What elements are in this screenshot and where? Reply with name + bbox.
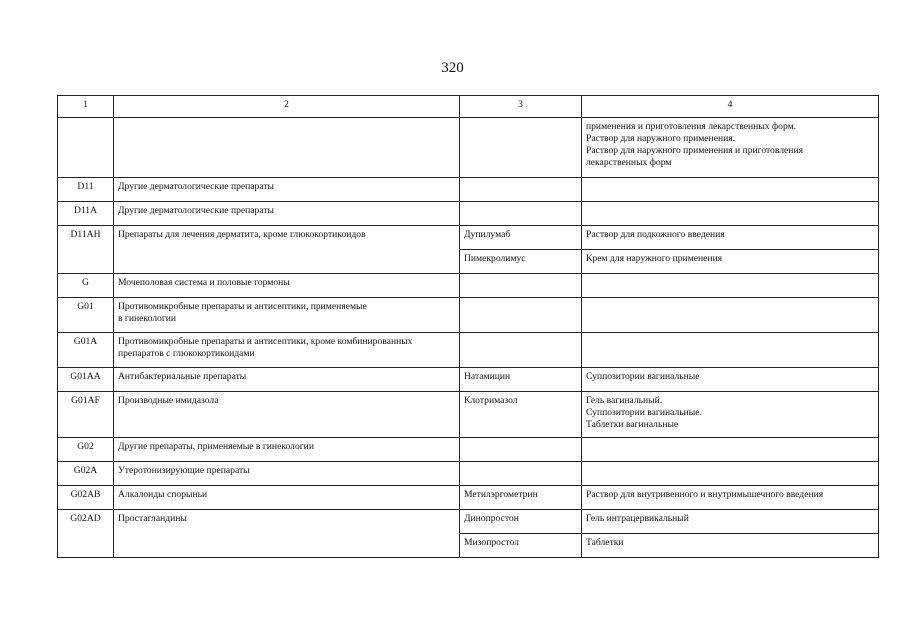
group-name-cell [114, 486, 460, 510]
drug-name-cell: Натамицин [460, 368, 582, 392]
dosage-form-cell-line: Раствор для наружного применения. [586, 133, 736, 144]
dosage-form-cell [582, 510, 879, 534]
table-row [58, 438, 879, 462]
dosage-form-cell [582, 368, 879, 392]
group-name-cell-line: Утеротонизирующие препараты [118, 465, 250, 476]
atc-code-cell: D11A [58, 202, 114, 226]
group-name-cell [114, 333, 460, 368]
dosage-form-cell-line: лекарственных форм [586, 157, 672, 168]
drug-name-cell [460, 178, 582, 202]
drug-name-cell: Метилэргометрин [460, 486, 582, 510]
column-header: 1 [58, 96, 114, 118]
table-row [58, 368, 879, 392]
group-name-cell-line: Простагландины [118, 513, 187, 524]
table-row [58, 392, 879, 438]
table-row [58, 462, 879, 486]
dosage-form-cell [582, 462, 879, 486]
dosage-form-cell-line: Гель вагинальный. [586, 395, 663, 406]
group-name-cell-line: Мочеполовая система и половые гормоны [118, 277, 290, 288]
atc-code-cell: D11AH [58, 226, 114, 274]
atc-code-cell: G [58, 274, 114, 298]
group-name-cell [114, 510, 460, 558]
dosage-form-cell-line: Раствор для внутривенного и внутримышечного введения [586, 489, 824, 500]
table-row [58, 274, 879, 298]
drug-name-cell: Динопростон [460, 510, 582, 534]
column-header: 2 [114, 96, 460, 118]
group-name-cell-line: Другие дерматологические препараты [118, 205, 274, 216]
group-name-cell [114, 368, 460, 392]
group-name-cell [114, 226, 460, 274]
atc-code-cell: G01A [58, 333, 114, 368]
column-header: 3 [460, 96, 582, 118]
group-name-cell [114, 392, 460, 438]
page-number: 320 [441, 60, 464, 76]
dosage-form-cell [582, 438, 879, 462]
dosage-form-cell [582, 333, 879, 368]
atc-code-cell: G01 [58, 298, 114, 333]
atc-code-cell: G02 [58, 438, 114, 462]
table-row [58, 202, 879, 226]
drug-name-cell: Клотримазол [460, 392, 582, 438]
group-name-cell-line: препаратов с глюкокортикоидами [118, 348, 255, 359]
group-name-cell [114, 118, 460, 178]
dosage-form-cell-line: Раствор для наружного применения и приготовления [586, 145, 803, 156]
dosage-form-cell [582, 178, 879, 202]
group-name-cell-line: Противомикробные препараты и антисептики, применяемые [118, 301, 367, 312]
atc-code-cell: G02AB [58, 486, 114, 510]
dosage-form-cell-line: Суппозитории вагинальные. [586, 407, 702, 418]
table-row [58, 298, 879, 333]
dosage-form-cell-line: Гель интрацервикальный [586, 513, 689, 524]
drug-name-cell [460, 462, 582, 486]
group-name-cell-line: Производные имидазола [118, 395, 219, 406]
group-name-cell-line: в гинекологии [118, 313, 177, 324]
dosage-form-cell [582, 226, 879, 250]
drug-name-cell: Дупилумаб [460, 226, 582, 250]
table-row [58, 178, 879, 202]
group-name-cell [114, 438, 460, 462]
dosage-form-cell [582, 298, 879, 333]
group-name-cell-line: Другие препараты, применяемые в гинекологии [118, 441, 314, 452]
table-header-row [58, 96, 879, 118]
dosage-form-cell-line: Таблетки [586, 537, 624, 548]
table-row [58, 333, 879, 368]
group-name-cell-line: Антибактериальные препараты [118, 371, 247, 382]
atc-code-cell: G02AD [58, 510, 114, 558]
table-row [58, 486, 879, 510]
dosage-form-cell-line: Таблетки вагинальные [586, 419, 679, 430]
dosage-form-cell [582, 274, 879, 298]
table-row [58, 118, 879, 178]
table-row [58, 510, 879, 534]
dosage-form-cell [582, 392, 879, 438]
dosage-form-cell [582, 250, 879, 274]
drug-name-cell [460, 202, 582, 226]
group-name-cell-line: Противомикробные препараты и антисептики, кроме комбинированных [118, 336, 413, 347]
drug-name-cell [460, 333, 582, 368]
dosage-form-cell-line: Крем для наружного применения [586, 253, 723, 264]
group-name-cell-line: Алкалоиды спорыньи [118, 489, 208, 500]
dosage-form-cell-line: применения и приготовления лекарственных форм. [586, 121, 797, 132]
group-name-cell [114, 462, 460, 486]
drug-table [57, 95, 879, 558]
group-name-cell [114, 178, 460, 202]
drug-name-cell [460, 118, 582, 178]
group-name-cell-line: Другие дерматологические препараты [118, 181, 274, 192]
dosage-form-cell [582, 202, 879, 226]
dosage-form-cell [582, 118, 879, 178]
atc-code-cell: G01AF [58, 392, 114, 438]
atc-code-cell: G01AA [58, 368, 114, 392]
dosage-form-cell [582, 486, 879, 510]
group-name-cell-line: Препараты для лечения дерматита, кроме глюкокортикоидов [118, 229, 366, 240]
atc-code-cell: D11 [58, 178, 114, 202]
drug-name-cell [460, 298, 582, 333]
atc-code-cell [58, 118, 114, 178]
dosage-form-cell-line: Раствор для подкожного введения [586, 229, 725, 240]
group-name-cell [114, 298, 460, 333]
dosage-form-cell [582, 534, 879, 558]
drug-name-cell [460, 274, 582, 298]
column-header: 4 [582, 96, 879, 118]
group-name-cell [114, 202, 460, 226]
group-name-cell [114, 274, 460, 298]
dosage-form-cell-line: Суппозитории вагинальные [586, 371, 700, 382]
atc-code-cell: G02A [58, 462, 114, 486]
drug-name-cell: Мизопростол [460, 534, 582, 558]
drug-name-cell [460, 438, 582, 462]
table-row [58, 226, 879, 250]
drug-name-cell: Пимекролимус [460, 250, 582, 274]
